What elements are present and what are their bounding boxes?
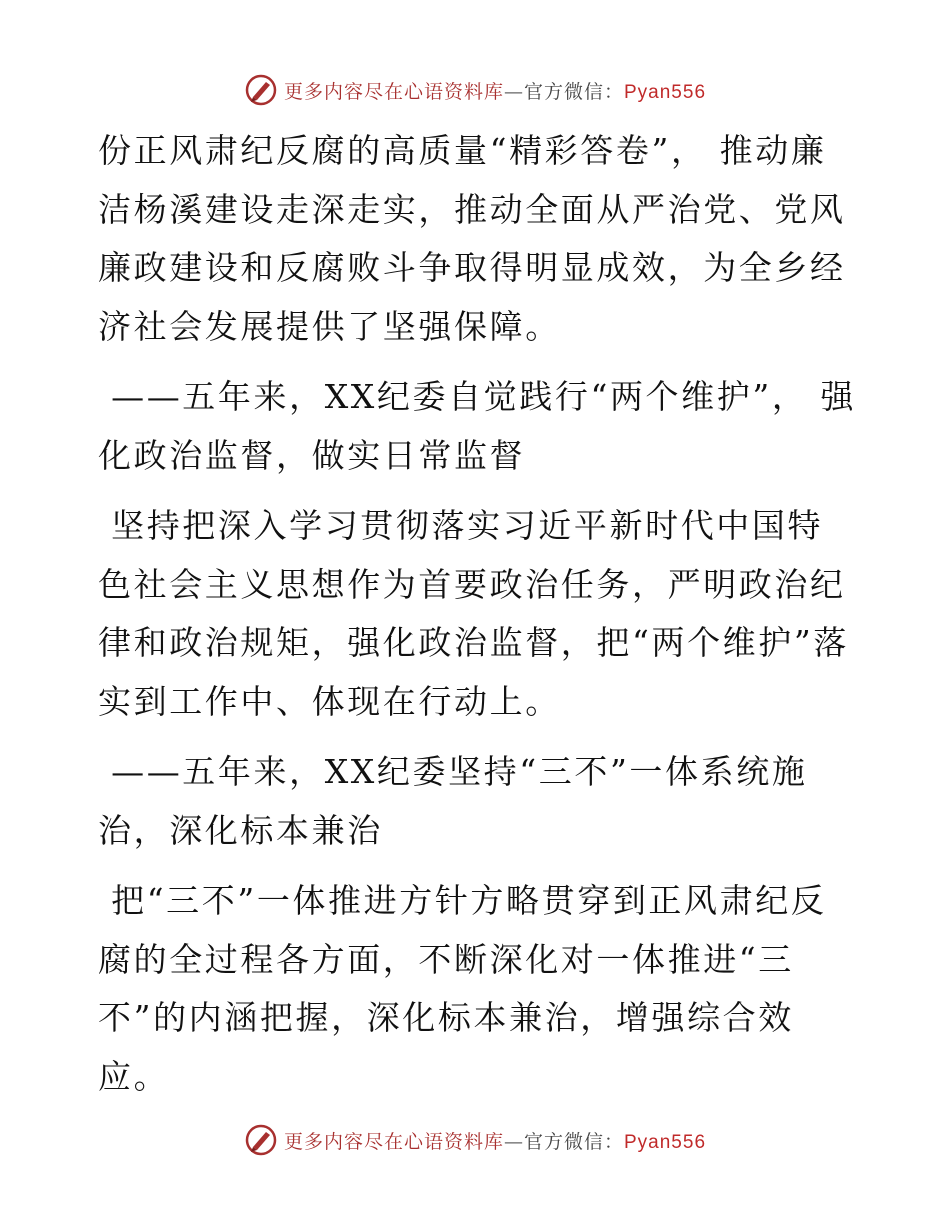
footer-banner-wechat: 官方微信： [523, 1130, 624, 1153]
paragraph-3: 坚持把深入学习贯彻落实习近平新时代中国特色社会主义思想作为首要政治任务，严明政治纪律和政治规矩，强化政治监督，把“两个维护”落实到工作中、体现在行动上。 [98, 506, 849, 721]
header-banner-text [284, 77, 706, 104]
footer-banner-id: Pyan556 [624, 1131, 707, 1153]
header-banner [0, 68, 950, 112]
footer-banner-text [284, 1127, 706, 1154]
header-banner-wechat: 官方微信： [523, 80, 624, 103]
header-banner-main: 更多内容尽在心语资料库 [283, 80, 504, 103]
paragraph-1: 份正风肃纪反腐的高质量“精彩答卷”， 推动廉洁杨溪建设走深走实，推动全面从严治党、党风廉政建设和反腐败斗争取得明显成效，为全乡经济社会发展提供了坚强保障。 [98, 131, 846, 346]
header-banner-id: Pyan556 [624, 81, 707, 103]
footer-banner [0, 1118, 950, 1162]
footer-banner-dash: — [503, 1130, 524, 1153]
header-banner-dash: — [503, 80, 524, 103]
pen-logo-icon [244, 1123, 278, 1157]
footer-banner-main: 更多内容尽在心语资料库 [283, 1130, 504, 1153]
paragraph-2-heading: ——五年来，XX纪委自觉践行“两个维护”， 强化政治监督，做实日常监督 [98, 377, 857, 475]
paragraph-5: 把“三不”一体推进方针方略贯穿到正风肃纪反腐的全过程各方面，不断深化对一体推进“三不”的内涵把握，深化标本兼治，增强综合效应。 [98, 881, 827, 1096]
pen-logo-icon [244, 73, 278, 107]
paragraph-4-heading: ——五年来，XX纪委坚持“三不”一体系统施治，深化标本兼治 [98, 752, 808, 850]
document-body [98, 122, 858, 1106]
